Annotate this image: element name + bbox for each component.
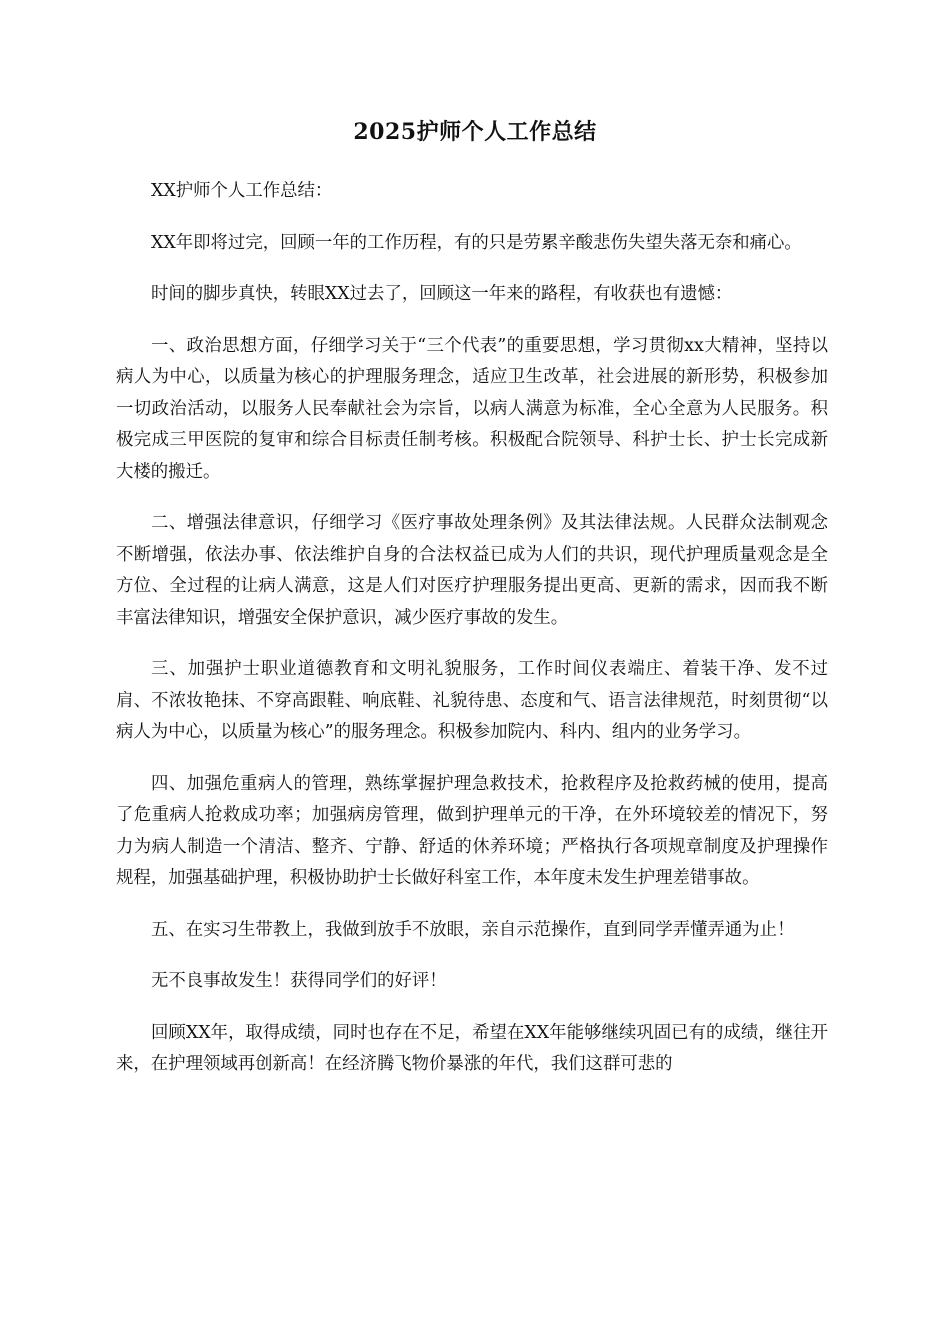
paragraph-section-3: 三、加强护士职业道德教育和文明礼貌服务，工作时间仪表端庄、着装干净、发不过肩、不浓妆艳抹、不穿高跟鞋、响底鞋、礼貌待患、态度和气、语言法律规范，时刻贯彻“以病人为中心，以质量为核心”的服务理念。积极参加院内、科内、组内的业务学习。 — [116, 659, 828, 742]
paragraph-intro: XX年即将过完，回顾一年的工作历程，有的只是劳累辛酸悲伤失望失落无奈和痛心。 — [151, 232, 802, 253]
paragraph-conclusion: 回顾XX年，取得成绩，同时也存在不足，希望在XX年能够继续巩固已有的成绩，继往开来，在护理领域再创新高！在经济腾飞物价暴涨的年代，我们这群可悲的 — [116, 1022, 828, 1074]
document-title: 2025护师个人工作总结 — [353, 119, 597, 145]
paragraph-review: 时间的脚步真快，转眼XX过去了，回顾这一年来的路程，有收获也有遗憾： — [151, 284, 733, 304]
paragraph-no-accidents: 无不良事故发生！获得同学们的好评！ — [151, 971, 447, 991]
document-body — [116, 176, 828, 1101]
paragraph-salutation: XX护师个人工作总结： — [151, 181, 333, 201]
paragraph-section-2: 二、增强法律意识，仔细学习《医疗事故处理条例》及其法律法规。人民群众法制观念不断增强，依法办事、依法维护自身的合法权益已成为人们的共识，现代护理质量观念是全方位、全过程的让病人满意，这是人们对医疗护理服务提出更高、更新的需求，因而我不断丰富法律知识，增强安全保护意识，减少医疗事故的发生。 — [116, 513, 828, 628]
paragraph-section-1: 一、政治思想方面，仔细学习关于“三个代表”的重要思想，学习贯彻xx大精神，坚持以病人为中心，以质量为核心的护理服务理念，适应卫生改革，社会进展的新形势，积极参加一切政治活动，以服务人民奉献社会为宗旨，以病人满意为标准，全心全意为人民服务。积极完成三甲医院的复审和综合目标责任制考核。积极配合院领导、科护士长、护士长完成新大楼的搬迁。 — [116, 335, 828, 482]
paragraph-section-5: 五、在实习生带教上，我做到放手不放眼，亲自示范操作，直到同学弄懂弄通为止！ — [151, 919, 795, 940]
paragraph-section-4: 四、加强危重病人的管理，熟练掌握护理急救技术，抢救程序及抢救药械的使用，提高了危重病人抢救成功率；加强病房管理，做到护理单元的干净，在外环境较差的情况下，努力为病人制造一个清洁、整齐、宁静、舒适的休养环境；严格执行各项规章制度及护理操作规程，加强基础护理，积极协助护士长做好科室工作，本年度未发生护理差错事故。 — [116, 773, 828, 888]
